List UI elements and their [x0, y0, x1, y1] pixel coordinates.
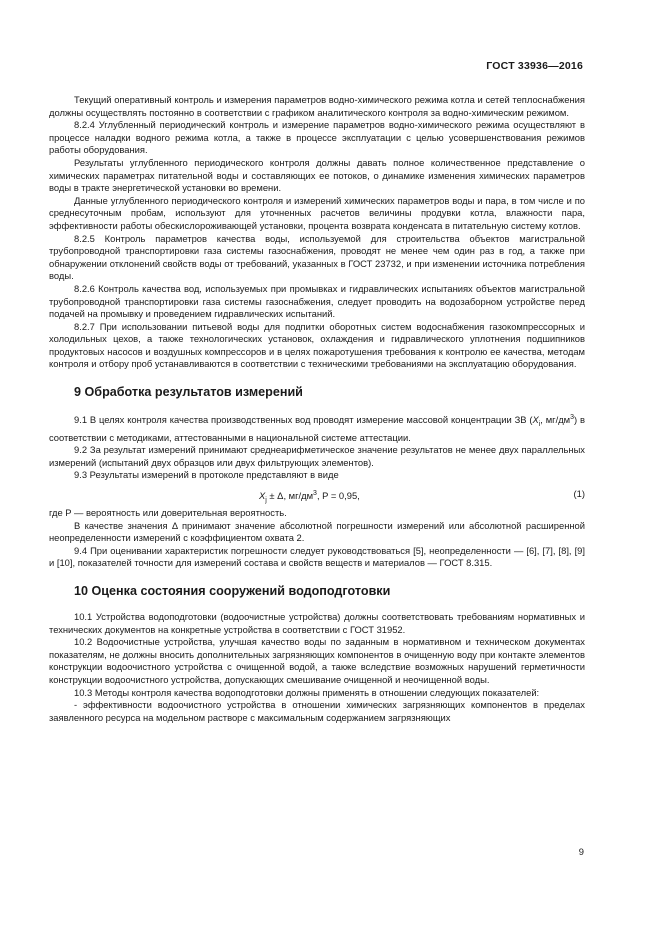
paragraph-9-3: 9.3 Результаты измерений в протоколе представляют в виде — [74, 469, 339, 481]
paragraph-delta: В качестве значения Δ принимают значение абсолютной погрешности измерений или абсолютной расширенной неопределенности измерений с коэффициентом охвата 2. — [49, 519, 585, 544]
list-item: - эффективности водоочистного устройства в отношении химических загрязняющих компонентов в пределах заявленного ресурса на модельном растворе с максимальным содержанием загрязняющих — [49, 699, 585, 723]
page-body — [49, 94, 585, 724]
paragraph: 8.2.7 При использовании питьевой воды для подпитки оборотных систем водоснабжения газокомпрессорных и холодильных цехов, а также технологических установок, охлаждения и гидравлического уплотнения подшипников продуктовых насосов и воздушных компрессоров и в целях пожаротушения требования к контролю ее качества, методам контроля и отбору проб устанавливаются в соответствии с техническими требованиями на эксплуатацию оборудования. — [49, 320, 585, 370]
paragraph-9-2: 9.2 За результат измерений принимают среднеарифметическое значение результатов не менее двух параллельных измерений (испытаний двух образцов или двух фильтрующих элементов). — [49, 444, 585, 468]
paragraph-9-4: 9.4 При оценивании характеристик погрешности следует руководствоваться [5], неопределенности — [6], [7], [8], [9] и [10], показателей точности для измерений состава и свойств веществ и материалов — ГОСТ 8.315. — [49, 544, 585, 569]
paragraph-where: где P — вероятность или доверительная вероятность. — [49, 507, 287, 519]
section-10-heading: 10 Оценка состояния сооружений водоподготовки — [74, 584, 391, 598]
formula-expression: $X_j \pm \Delta$, $мг/дм^3$, P = 0,95, — [259, 490, 360, 505]
section-9-heading: 9 Обработка результатов измерений — [74, 385, 303, 400]
paragraph: Данные углубленного периодического контроля и измерений химических параметров воды и пара, в том числе и по среднесуточным пробам, используют для уточненных расчетов величины продувки котла, влажности пара, эффективности работы обескислороживающей установки, процента возврата конденсата в питательную систему котлов. — [49, 194, 585, 231]
paragraph: 8.2.6 Контроль качества вод, используемых при промывках и гидравлических испытаниях объектов магистральной трубопроводной транспортировки газа системы газоснабжения, следует проводить на водозаборном устройстве перед подачей на промывку и проведением гидравлических испытаний. — [49, 282, 585, 320]
paragraph: Текущий оперативный контроль и измерения параметров водно-химического режима котла и сетей теплоснабжения должны осуществлять постоянно в соответствии с графиком аналитического контроля за водно-химическим режимом. — [49, 94, 585, 118]
formula-number: (1) — [573, 488, 585, 500]
paragraph-10-1: 10.1 Устройства водоподготовки (водоочистные устройства) должны соответствовать требованиям нормативных и технических документов на конкретные устройства в соответствии с ГОСТ 31952. — [49, 611, 585, 635]
paragraph: 8.2.5 Контроль параметров качества воды, используемой для строительства объектов магистральной трубопроводной транспортировки газа системы газоснабжения, проводят не менее чем один раз в год, а также при обнаружении отклонений свойств воды от требований, указанных в ГОСТ 23732, и при изменении источника потребления воды. — [49, 232, 585, 282]
paragraph: 8.2.4 Углубленный периодический контроль и измерение параметров водно-химического режима осуществляют в процессе наладки водного режима котла, а также в процессе эксплуатации с целью усовершенствования режимов работы оборудования. — [49, 119, 585, 156]
paragraph-10-3: 10.3 Методы контроля качества водоподготовки должны применять в отношении следующих показателей: — [74, 686, 540, 698]
page-number: 9 — [578, 846, 584, 857]
formula-1 — [49, 482, 585, 507]
paragraph: Результаты углубленного периодического контроля должны давать полное количественное представление о химических параметрах питательной воды и составляющих ее потоков, о динамике изменения химических параметров воды в тракте энергетической установки во времени. — [49, 156, 585, 194]
paragraph-9-1: 9.1 В целях контроля качества производственных вод проводят измерение массовой концентрации ЗВ ($X_i$, $мг/дм^3$) в соответствии с методиками, аттестованными в национальной системе аттестации. — [49, 414, 585, 443]
paragraph-10-2: 10.2 Водоочистные устройства, улучшая качество воды по заданным в нормативном и техническом документах показателям, не должны вносить дополнительных загрязняющих компонентов в очищенную воду при контакте элементов конструкции водоочистного устройства с очищенной водой, а также вследствие возможных нарушений герметичности конструкции водоочистного устройства, допускающих смешивание очищенной и неочищенной воды. — [49, 636, 585, 685]
document-code: ГОСТ 33936—2016 — [486, 60, 583, 72]
